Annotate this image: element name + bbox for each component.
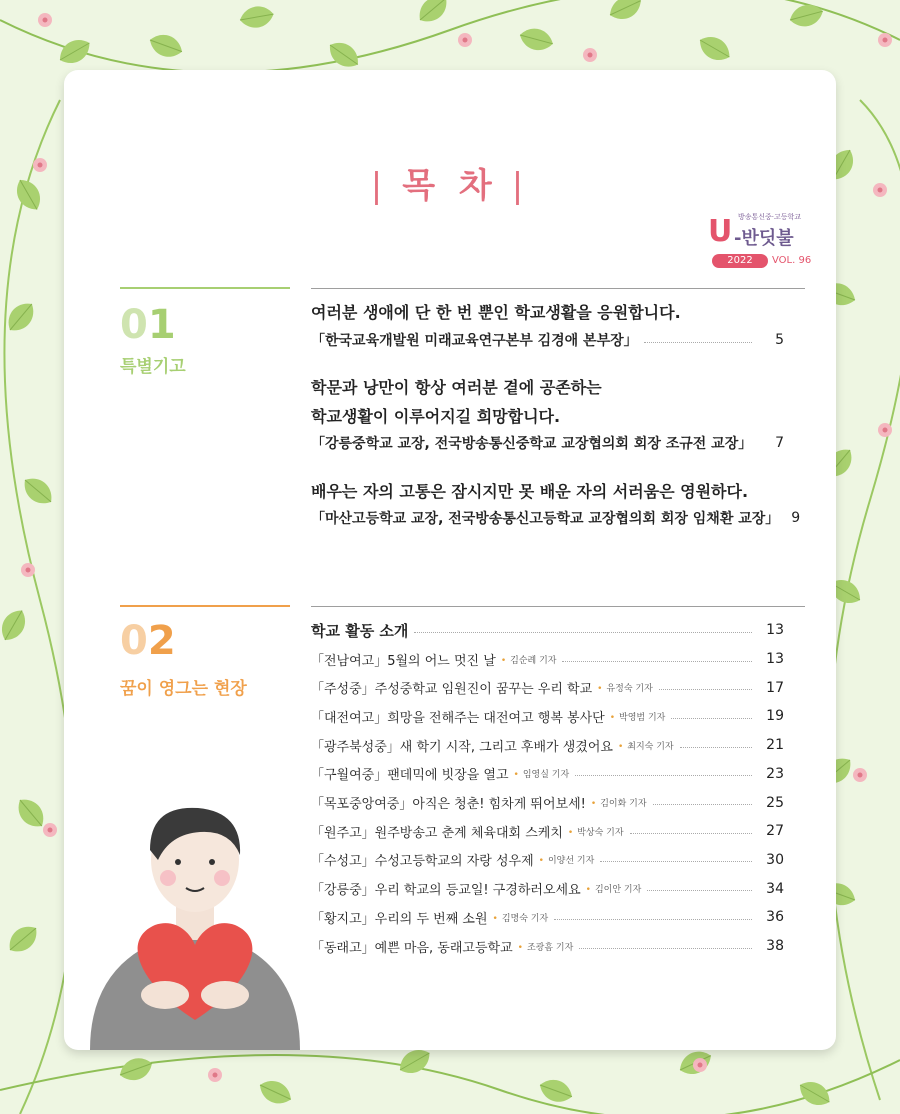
entry3-row[interactable] [311, 508, 801, 528]
section1-label: 특별기고 [120, 357, 186, 377]
item-page: 30 [766, 851, 784, 868]
list-item[interactable] [311, 706, 784, 726]
section2-heading-page: 13 [766, 622, 784, 638]
section2-heading-row[interactable] [311, 620, 784, 640]
entry1-page: 5 [775, 332, 784, 348]
entry2-page: 7 [775, 435, 784, 451]
entry2-byline: 「강릉중학교 교장, 전국방송통신중학교 교장협의회 회장 조규전 교장」 [311, 436, 753, 452]
list-item[interactable] [311, 850, 784, 870]
item-title: 「전남여고」5월의 어느 멋진 날 [311, 653, 496, 669]
section2-rule [120, 605, 290, 607]
list-item[interactable] [311, 821, 784, 841]
section2-divider [311, 606, 805, 607]
item-title: 「원주고」원주방송고 춘계 체육대회 스케치 [311, 825, 563, 841]
item-reporter: • 김이안 기자 [586, 882, 642, 895]
logo-volume: VOL. 96 [772, 255, 812, 266]
item-title: 「강릉중」우리 학교의 등교일! 구경하러오세요 [311, 883, 581, 899]
item-title: 「동래고」예쁜 마음, 동래고등학교 [311, 940, 513, 956]
list-item[interactable] [311, 678, 784, 698]
entry3-title: 배우는 자의 고통은 잠시지만 못 배운 자의 서러움은 영원하다. [311, 482, 749, 501]
logo-name: -반딧불 [734, 228, 794, 249]
person-holding-heart-illustration [80, 800, 310, 1050]
section1-number: 01 [120, 302, 176, 348]
item-page: 19 [766, 708, 784, 725]
entry1-byline: 「한국교육개발원 미래교육연구본부 김경애 본부장」 [311, 333, 638, 349]
list-item[interactable] [311, 735, 784, 755]
list-item[interactable] [311, 907, 784, 927]
entry3-page: 9 [791, 510, 801, 526]
entry3-byline: 「마산고등학교 교장, 전국방송통신고등학교 교장협의회 회장 임채환 교장」 [311, 511, 780, 527]
entry2-row[interactable] [311, 433, 784, 453]
item-reporter: • 김명숙 기자 [493, 911, 549, 924]
entry1-title: 여러분 생애에 단 한 번 뿐인 학교생활을 응원합니다. [311, 303, 681, 322]
list-item[interactable] [311, 764, 784, 784]
item-reporter: • 김이화 기자 [591, 796, 647, 809]
item-page: 36 [766, 909, 784, 926]
list-item[interactable] [311, 936, 784, 956]
page-title: | 목 차 | [370, 166, 530, 206]
item-reporter: • 이양선 기자 [539, 853, 595, 866]
section1-divider [311, 288, 805, 289]
item-reporter: • 유정숙 기자 [597, 681, 653, 694]
section1-rule [120, 287, 290, 289]
item-reporter: • 최지숙 기자 [618, 739, 674, 752]
title-text: 목 차 [402, 166, 498, 206]
item-title: 「구월여중」팬데믹에 빗장을 열고 [311, 768, 509, 784]
item-reporter: • 김순례 기자 [501, 653, 557, 666]
entry2-title-line1: 학문과 낭만이 항상 여러분 곁에 공존하는 [311, 378, 602, 397]
logo-u: U [708, 214, 733, 249]
item-page: 38 [766, 938, 784, 954]
item-page: 13 [766, 651, 784, 667]
item-page: 34 [766, 880, 784, 897]
entry1-row[interactable] [311, 330, 784, 350]
item-title: 「수성고」수성고등학교의 자랑 성우제 [311, 854, 534, 870]
item-title: 「주성중」주성중학교 임원진이 꿈꾸는 우리 학교 [311, 682, 593, 698]
logo-school: 방송통신중·고등학교 [738, 213, 802, 221]
item-title: 「목포중앙여중」아직은 청춘! 힘차게 뛰어보세! [311, 797, 586, 812]
item-title: 「대전여고」희망을 전해주는 대전여고 행복 봉사단 [311, 710, 605, 726]
section2-number: 02 [120, 618, 176, 664]
entry2-title-line2: 학교생활이 이루어지길 희망합니다. [311, 407, 561, 426]
list-item[interactable] [311, 793, 784, 813]
item-reporter: • 조광흠 기자 [518, 940, 574, 953]
item-page: 23 [766, 765, 784, 782]
item-page: 17 [766, 679, 784, 696]
logo-year: 2022 [712, 254, 768, 268]
list-item[interactable] [311, 649, 784, 669]
item-reporter: • 임영실 기자 [514, 767, 570, 780]
list-item[interactable] [311, 879, 784, 899]
section2-label: 꿈이 영그는 현장 [120, 679, 247, 699]
item-page: 21 [766, 737, 784, 754]
section2-heading: 학교 활동 소개 [311, 621, 409, 640]
item-page: 25 [766, 794, 784, 811]
item-page: 27 [766, 823, 784, 840]
item-reporter: • 박영범 기자 [610, 710, 666, 723]
item-title: 「광주북성중」새 학기 시작, 그리고 후배가 생겼어요 [311, 739, 613, 755]
item-reporter: • 박상숙 기자 [568, 825, 624, 838]
item-title: 「황지고」우리의 두 번째 소원 [311, 911, 488, 927]
